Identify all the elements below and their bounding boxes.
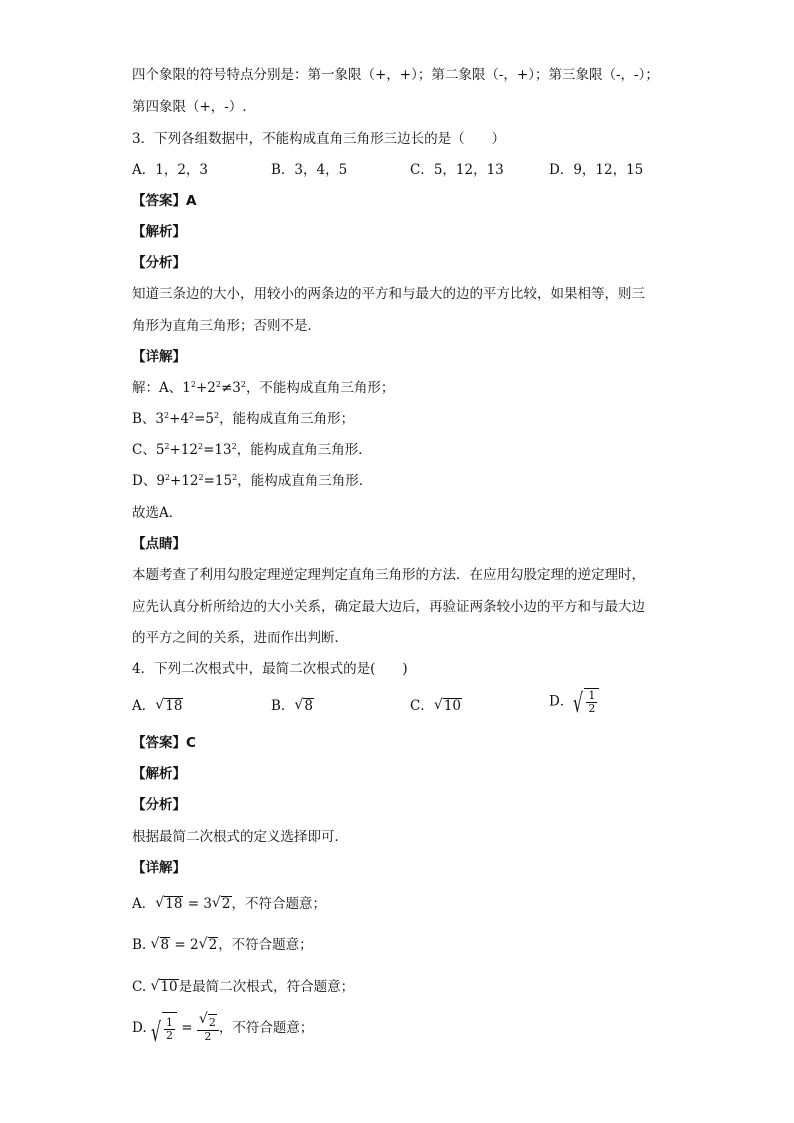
q3-detail-a-exp1: 2 xyxy=(190,380,196,389)
q3-detail-d-exp1: 2 xyxy=(164,473,171,482)
q4-detail-d-eq: = xyxy=(176,1020,197,1036)
q4-detail-d-result-den: 2 xyxy=(204,1029,212,1043)
q3-option-d: D．9，12，15 xyxy=(549,162,644,178)
q3-detail-d-pre: D、9 xyxy=(132,473,165,489)
q4-answer-text: 【答案】C xyxy=(132,735,196,751)
q3-note-line-2: 应先认真分析所给边的大小关系，确定最大边后，再验证两条较小边的平方和与最大边 xyxy=(132,599,645,615)
q4-fenxi-heading: 【分析】 xyxy=(132,797,186,813)
q3-detail-c-post: ，能构成直角三角形． xyxy=(236,442,372,458)
q4-option-c-radicand: 10 xyxy=(443,698,462,714)
q3-detail-b-exp3: 2 xyxy=(214,411,220,420)
q3-detail-c-pre: C、5 xyxy=(132,442,165,458)
q4-detail-d-den: 2 xyxy=(165,1029,173,1042)
question-4-stem: 4．下列二次根式中，最简二次根式的是( ) xyxy=(132,661,408,677)
q4-detail-a-post: ，不符合题意； xyxy=(231,896,327,912)
sqrt-icon xyxy=(434,697,462,715)
q4-detail-a-radicand: 18 xyxy=(165,896,183,912)
q3-option-b: B．3，4，5 xyxy=(271,162,348,178)
q4-option-b xyxy=(271,697,314,715)
q4-detail-a-eq: = 3 xyxy=(183,896,212,912)
q3-detail-a-mid2: ≠3 xyxy=(220,380,241,396)
q3-dianjing-heading: 【点睛】 xyxy=(132,536,186,552)
q3-detail-a-exp2: 2 xyxy=(215,380,221,389)
q4-detail-d-result-num xyxy=(197,1014,219,1031)
q4-analysis: 根据最简二次根式的定义选择即可． xyxy=(132,829,348,845)
sqrt-icon xyxy=(150,978,178,996)
quadrant-signs-line-1: 四个象限的符号特点分别是：第一象限（+，+）；第二象限（-，+）；第三象限（-，-）； xyxy=(132,67,659,83)
sqrt-icon xyxy=(573,688,599,715)
q4-detail-b xyxy=(132,936,313,954)
q3-note-line-3: 的平方之间的关系，进而作出判断． xyxy=(132,630,348,646)
q3-detail-b-pre: B、3 xyxy=(132,411,165,427)
q3-detail-c-mid2: =13 xyxy=(203,442,232,458)
q4-option-d-num: √ 1 xyxy=(588,689,596,702)
q3-option-a: A．1，2，3 xyxy=(132,162,209,178)
q3-option-c: C．5，12，13 xyxy=(410,162,504,178)
q4-detail-b-radicand-2: 2 xyxy=(208,937,218,953)
q3-detail-a-pre: 解：A、1 xyxy=(132,380,191,396)
q4-detail-b-eq: = 2 xyxy=(170,937,199,953)
q3-xiangjie-heading: 【详解】 xyxy=(132,349,186,365)
q3-choose: 故选A． xyxy=(132,505,183,521)
q3-detail-c xyxy=(132,441,372,459)
q3-answer xyxy=(132,192,196,210)
q3-jiexi-heading: 【解析】 xyxy=(132,224,186,240)
q4-detail-c-radicand: 10 xyxy=(160,979,178,995)
q3-analysis-line-1: 知道三条边的大小，用较小的两条边的平方和与最大的边的平方比较，如果相等，则三 xyxy=(132,286,645,302)
q3-analysis-line-2: 角形为直角三角形；否则不是． xyxy=(132,318,321,334)
q4-detail-d-post: ，不符合题意； xyxy=(218,1020,314,1036)
q4-xiangjie-heading: 【详解】 xyxy=(132,860,186,876)
q3-answer-text: 【答案】A xyxy=(132,193,197,209)
q4-detail-a-label: A． xyxy=(132,896,156,912)
q4-detail-d-result-radicand: 2 xyxy=(208,1015,216,1029)
q4-option-a-radicand: 18 xyxy=(165,698,183,714)
q3-detail-d-exp3: 2 xyxy=(232,473,238,482)
question-3-stem: 3．下列各组数据中，不能构成直角三角形三边长的是（ ） xyxy=(132,131,506,147)
q3-detail-d-mid1: +12 xyxy=(170,473,199,489)
q4-option-d xyxy=(549,688,599,715)
q4-option-b-radicand: 8 xyxy=(304,698,314,714)
q4-detail-d-result xyxy=(197,1014,219,1043)
q3-detail-a-exp3: 2 xyxy=(240,380,246,389)
q3-detail-b-exp1: 2 xyxy=(164,411,170,420)
q3-detail-a-post: ，不能构成直角三角形； xyxy=(245,380,395,396)
q3-detail-b-exp2: 2 xyxy=(189,411,195,420)
q3-detail-a xyxy=(132,379,394,397)
q4-detail-d-fraction xyxy=(164,1017,175,1042)
q4-detail-a xyxy=(132,895,326,913)
sqrt-icon xyxy=(294,697,314,715)
q4-option-b-label: B． xyxy=(271,698,295,714)
q3-note-line-1: 本题考查了利用勾股定理逆定理判定直角三角形的方法．在应用勾股定理的逆定理时， xyxy=(132,567,645,583)
q3-detail-d xyxy=(132,472,372,490)
q3-detail-b-post: ，能构成直角三角形； xyxy=(219,411,355,427)
q3-detail-b-mid2: =5 xyxy=(194,411,215,427)
q4-option-c xyxy=(410,697,462,715)
sqrt-icon xyxy=(155,895,183,913)
q3-detail-b-mid1: +4 xyxy=(169,411,190,427)
q4-option-d-den: 2 xyxy=(588,702,596,715)
q4-option-c-label: C． xyxy=(410,698,434,714)
q3-detail-c-mid1: +12 xyxy=(169,442,199,458)
q3-fenxi-heading: 【分析】 xyxy=(132,255,186,271)
sqrt-icon xyxy=(151,1012,177,1044)
q4-detail-b-radicand: 8 xyxy=(160,937,170,953)
q4-detail-c-label: C. xyxy=(132,979,151,995)
q4-detail-b-post: ，不符合题意； xyxy=(218,937,313,953)
sqrt-icon xyxy=(199,936,219,954)
q4-detail-b-label: B. xyxy=(132,937,151,953)
q4-option-a xyxy=(132,697,183,715)
q4-detail-d xyxy=(132,1012,313,1044)
q4-answer xyxy=(132,734,196,752)
q4-option-d-label: D． xyxy=(549,693,574,710)
q4-option-a-label: A． xyxy=(132,698,156,714)
q4-detail-d-num: √ 1 xyxy=(165,1016,173,1029)
q3-detail-d-mid2: =15 xyxy=(203,473,233,489)
q3-detail-d-post: ，能构成直角三角形． xyxy=(237,473,373,489)
q4-option-d-fraction xyxy=(586,690,597,715)
q3-detail-c-exp1: 2 xyxy=(164,442,170,451)
quadrant-signs-line-2: 第四象限（+，-）. xyxy=(132,99,247,115)
sqrt-icon xyxy=(212,895,232,913)
q3-detail-d-exp2: 2 xyxy=(198,473,204,482)
q3-detail-b xyxy=(132,410,354,428)
sqrt-icon xyxy=(199,1014,217,1030)
q4-jiexi-heading: 【解析】 xyxy=(132,766,186,782)
q3-detail-c-exp3: 2 xyxy=(231,442,237,451)
q3-detail-a-mid1: +2 xyxy=(195,380,216,396)
q4-detail-a-radicand-2: 2 xyxy=(221,896,231,912)
q3-detail-c-exp2: 2 xyxy=(198,442,204,451)
sqrt-icon xyxy=(155,697,183,715)
sqrt-icon xyxy=(151,936,171,954)
q4-detail-d-label: D. xyxy=(132,1020,151,1036)
q4-detail-c-post: 是最简二次根式，符合题意； xyxy=(178,979,355,995)
q4-detail-c xyxy=(132,978,354,996)
